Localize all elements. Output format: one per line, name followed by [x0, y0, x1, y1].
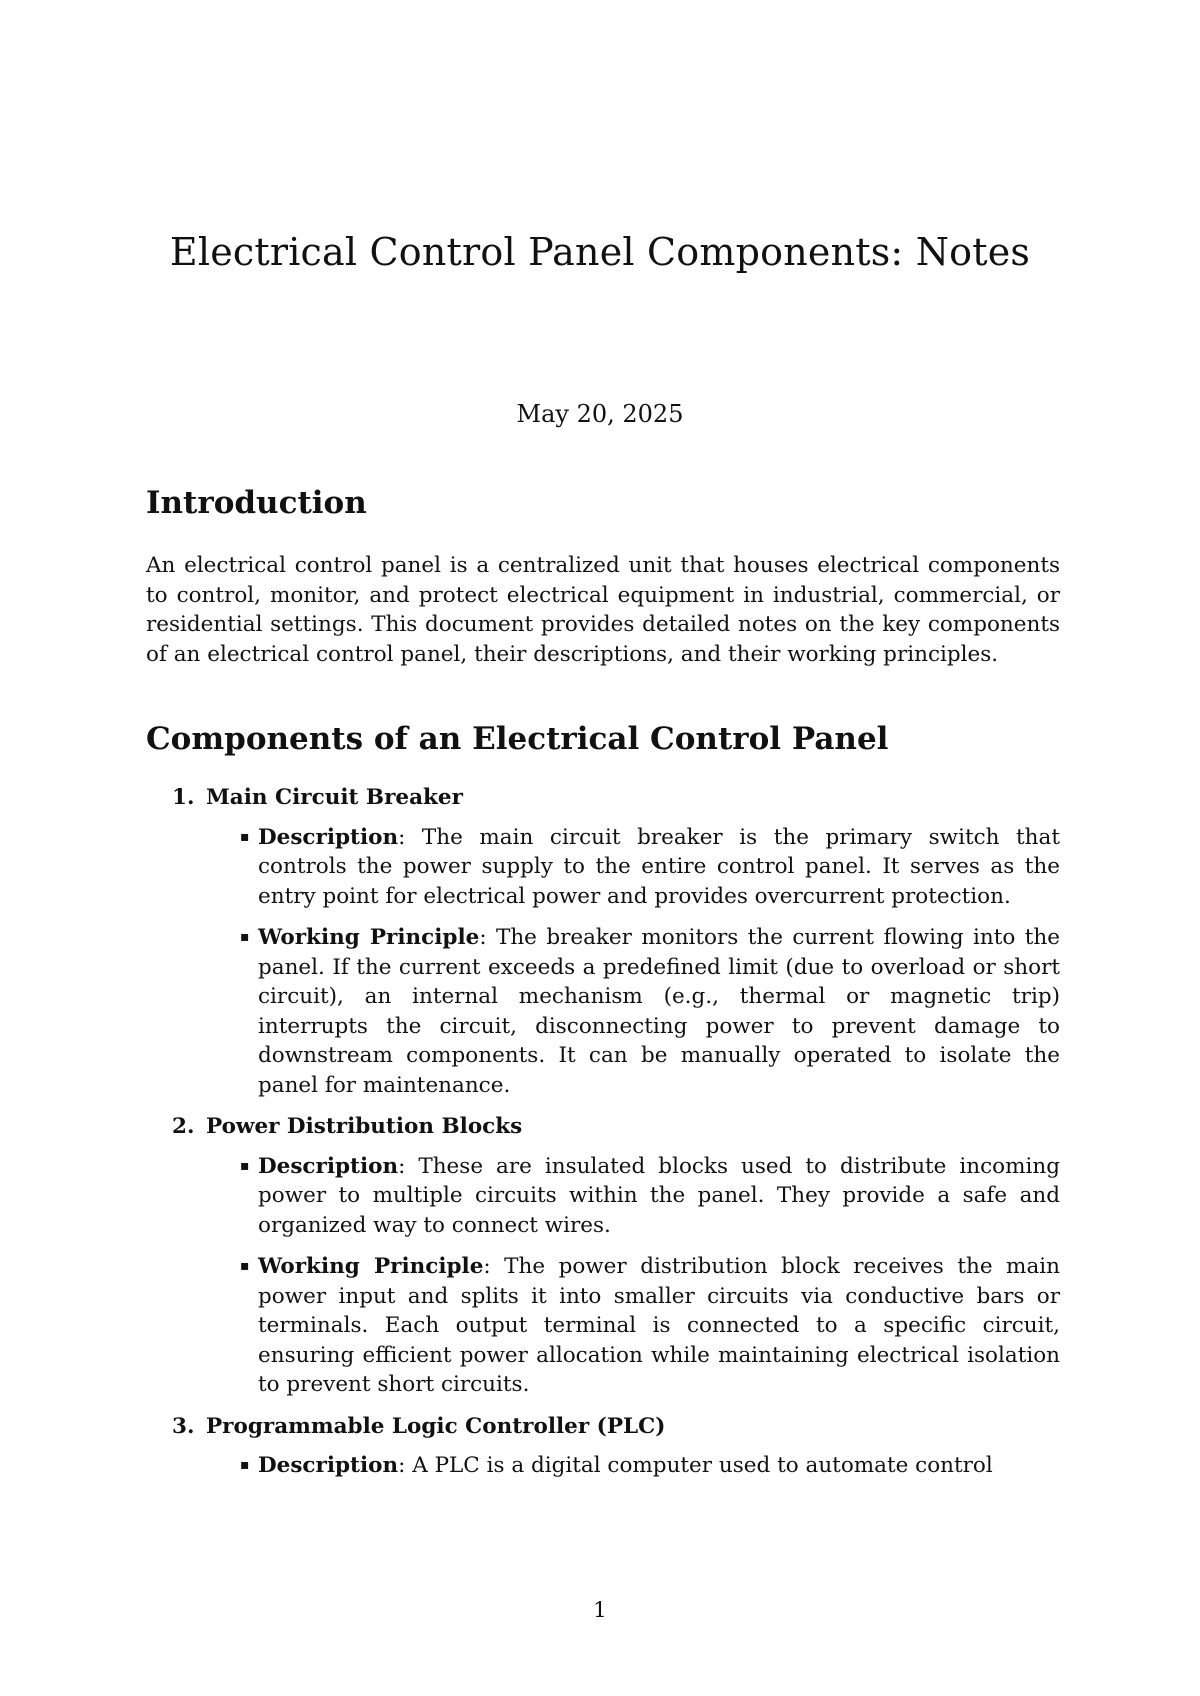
description-item: [206, 1451, 1060, 1481]
component-number: 1.: [172, 785, 195, 810]
component-number: 3.: [172, 1413, 195, 1439]
principle-item: [206, 923, 1060, 1100]
bullet-icon: ▪: [240, 1457, 250, 1473]
document-body: [146, 485, 1060, 1493]
component-name: Main Circuit Breaker: [206, 785, 463, 810]
component-name: Programmable Logic Controller (PLC): [206, 1413, 666, 1439]
introduction-heading: Introduction: [146, 485, 367, 521]
components-heading: Components of an Electrical Control Panel: [146, 721, 889, 757]
description-text: : A PLC is a digital computer used to automate control: [398, 1453, 993, 1478]
component-number: 2.: [172, 1114, 195, 1139]
introduction-paragraph: An electrical control panel is a centralized unit that houses electrical components to control, monitor, and protect electrical equipment in industrial, commercial, or residential settings. This document provides detailed notes on the key components of an electrical control panel, their descriptions, and their working principles.: [146, 553, 1060, 667]
bullet-icon: ▪: [240, 1157, 250, 1174]
bullet-icon: ▪: [240, 929, 250, 945]
principle-item: [206, 1252, 1060, 1400]
document-date: May 20, 2025: [516, 400, 684, 428]
description-item: [206, 1152, 1060, 1241]
component-item: [146, 1412, 1060, 1481]
principle-text: : The breaker monitors the current flowing into the panel. If the current exceeds a predefined limit (due to overload or short circuit), an internal mechanism (e.g., thermal or magnetic trip) interrupts the circuit, disconnecting power to prevent damage to downstream components. It can be manually operated to isolate the panel for maintenance.: [258, 925, 1060, 1098]
principle-text: : The power distribution block receives the main power input and splits it into smaller circuits via conductive bars or terminals. Each output terminal is connected to a specific circuit, ensuring efficient power allocation while maintaining electrical isolation to prevent short circuits.: [258, 1254, 1060, 1397]
document-title: Electrical Control Panel Components: Notes: [169, 230, 1031, 274]
component-details: [206, 1451, 1060, 1481]
component-name: Power Distribution Blocks: [206, 1114, 523, 1139]
description-label: Description: [258, 824, 399, 850]
principle-label: Working Principle: [258, 1254, 484, 1279]
components-list: [146, 783, 1060, 1481]
component-details: [206, 823, 1060, 1101]
bullet-icon: ▪: [240, 828, 250, 845]
principle-label: Working Principle: [258, 925, 480, 950]
bullet-icon: ▪: [240, 1258, 250, 1274]
description-text: : These are insulated blocks used to distribute incoming power to multiple circuits within the panel. They provide a safe and organized way to connect wires.: [258, 1153, 1060, 1238]
description-label: Description: [258, 1453, 399, 1478]
component-details: [206, 1152, 1060, 1400]
description-item: [206, 823, 1060, 912]
description-label: Description: [258, 1153, 399, 1179]
description-text: : The main circuit breaker is the primary switch that controls the power supply to the entire control panel. It serves as the entry point for electrical power and provides overcurrent protection.: [258, 824, 1060, 909]
page-number: 1: [593, 1598, 607, 1623]
component-item: [146, 783, 1060, 1100]
component-item: [146, 1112, 1060, 1400]
